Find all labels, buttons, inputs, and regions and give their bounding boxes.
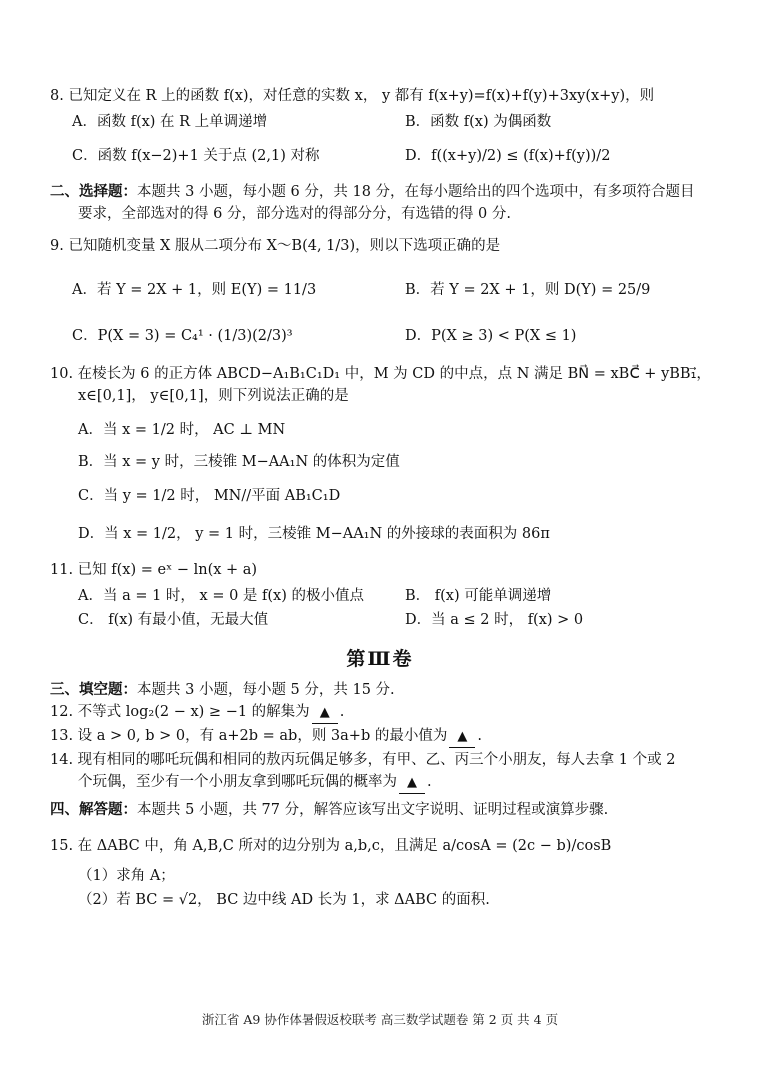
q13 (50, 726, 482, 748)
q15-stem: 15. 在 ΔABC 中，角 A,B,C 所对的边分别为 a,b,c，且满足 a/cosA = (2c − b)/cosB (50, 838, 612, 854)
q14-line-2 (78, 772, 432, 794)
q13-stem: 13. 设 a > 0, b > 0，有 a+2b = ab，则 3a+b 的最小值为 (50, 728, 448, 744)
triangle-icon: ▲ (407, 775, 417, 790)
section-4-heading: 四、解答题： (50, 801, 137, 818)
section-4-header (50, 800, 608, 820)
triangle-icon: ▲ (457, 729, 468, 744)
triangle-icon: ▲ (319, 705, 330, 720)
section-3-heading: 三、填空题： (50, 681, 137, 698)
q10-stem-2: x∈[0,1]， y∈[0,1]，则下列说法正确的是 (78, 388, 349, 404)
q9-option-d: D．P(X ≥ 3) < P(X ≤ 1) (405, 328, 577, 344)
q11-stem: 11. 已知 f(x) = eˣ − ln(x + a) (50, 562, 258, 578)
section-3-text: 本题共 3 小题，每小题 5 分，共 15 分. (137, 682, 395, 698)
q10-option-d: D．当 x = 1/2， y = 1 时，三棱锥 M−AA₁N 的外接球的表面积为 86π (78, 526, 550, 542)
section-3-header (50, 680, 395, 700)
q8-option-a: A．函数 f(x) 在 R 上单调递增 (72, 114, 268, 130)
q11-option-c: C． f(x) 有最小值，无最大值 (78, 612, 269, 628)
q11-option-d: D．当 a ≤ 2 时， f(x) > 0 (405, 612, 584, 628)
q12-end: . (339, 704, 345, 720)
answer-blank (449, 726, 475, 748)
answer-blank (399, 772, 425, 794)
q8-option-c: C．函数 f(x−2)+1 关于点 (2,1) 对称 (72, 148, 320, 164)
q13-end: . (477, 728, 482, 744)
q10-option-b: B．当 x = y 时，三棱锥 M−AA₁N 的体积为定值 (78, 454, 400, 470)
section-2-heading: 二、选择题： (50, 183, 137, 200)
q15-part-1: （1）求角 A； (78, 868, 175, 884)
q11-option-a: A．当 a = 1 时， x = 0 是 f(x) 的极小值点 (78, 588, 364, 604)
q12 (50, 702, 344, 724)
q10-stem: 10. 在棱长为 6 的正方体 ABCD−A₁B₁C₁D₁ 中，M 为 CD 的中点，点 N 满足 BN⃗ = xBC⃗ + yBB₁⃗， (50, 366, 711, 382)
q9-option-a: A．若 Y = 2X + 1，则 E(Y) = 11/3 (72, 282, 317, 298)
q8-option-d: D．f((x+y)/2) ≤ (f(x)+f(y))/2 (405, 148, 611, 164)
page-footer: 浙江省 A9 协作体暑假返校联考 高三数学试题卷 第 2 页 共 4 页 (201, 1012, 559, 1027)
q10-option-c: C．当 y = 1/2 时， MN//平面 AB₁C₁D (78, 488, 341, 504)
q9-stem: 9. 已知随机变量 X 服从二项分布 X～B(4, 1/3)，则以下选项正确的是 (50, 238, 501, 254)
section-2-text-2: 要求，全部选对的得 6 分，部分选对的得部分分，有选错的得 0 分. (78, 206, 511, 222)
q8-option-b: B．函数 f(x) 为偶函数 (405, 114, 552, 130)
q14-stem: 14. 现有相同的哪吒玩偶和相同的敖丙玩偶足够多，有甲、乙、丙三个小朋友，每人去拿 1 个或 2 (50, 752, 676, 768)
answer-blank (312, 702, 338, 724)
q14-stem-2: 个玩偶，至少有一个小朋友拿到哪吒玩偶的概率为 (78, 774, 397, 790)
q9-option-b: B．若 Y = 2X + 1，则 D(Y) = 25/9 (405, 282, 651, 298)
q9-option-c: C．P(X = 3) = C₄¹ · (1/3)(2/3)³ (72, 328, 293, 344)
section-2-text: 本题共 3 小题，每小题 6 分，共 18 分，在每小题给出的四个选项中，有多项符合题目 (137, 184, 695, 200)
section-2-header (50, 182, 695, 202)
q15-part-2: （2）若 BC = √2， BC 边中线 AD 长为 1，求 ΔABC 的面积. (78, 892, 490, 908)
q12-stem: 12. 不等式 log₂(2 − x) ≥ −1 的解集为 (50, 704, 310, 720)
q14-end: . (427, 774, 432, 790)
volume-title: 第Ⅲ卷 (346, 648, 414, 670)
section-4-text: 本题共 5 小题，共 77 分，解答应该写出文字说明、证明过程或演算步骤. (137, 802, 609, 818)
q10-option-a: A．当 x = 1/2 时， AC ⊥ MN (78, 422, 286, 438)
q8-stem: 8. 已知定义在 R 上的函数 f(x)，对任意的实数 x， y 都有 f(x+y)=f(x)+f(y)+3xy(x+y)，则 (50, 88, 655, 104)
q11-option-b: B． f(x) 可能单调递增 (405, 588, 552, 604)
